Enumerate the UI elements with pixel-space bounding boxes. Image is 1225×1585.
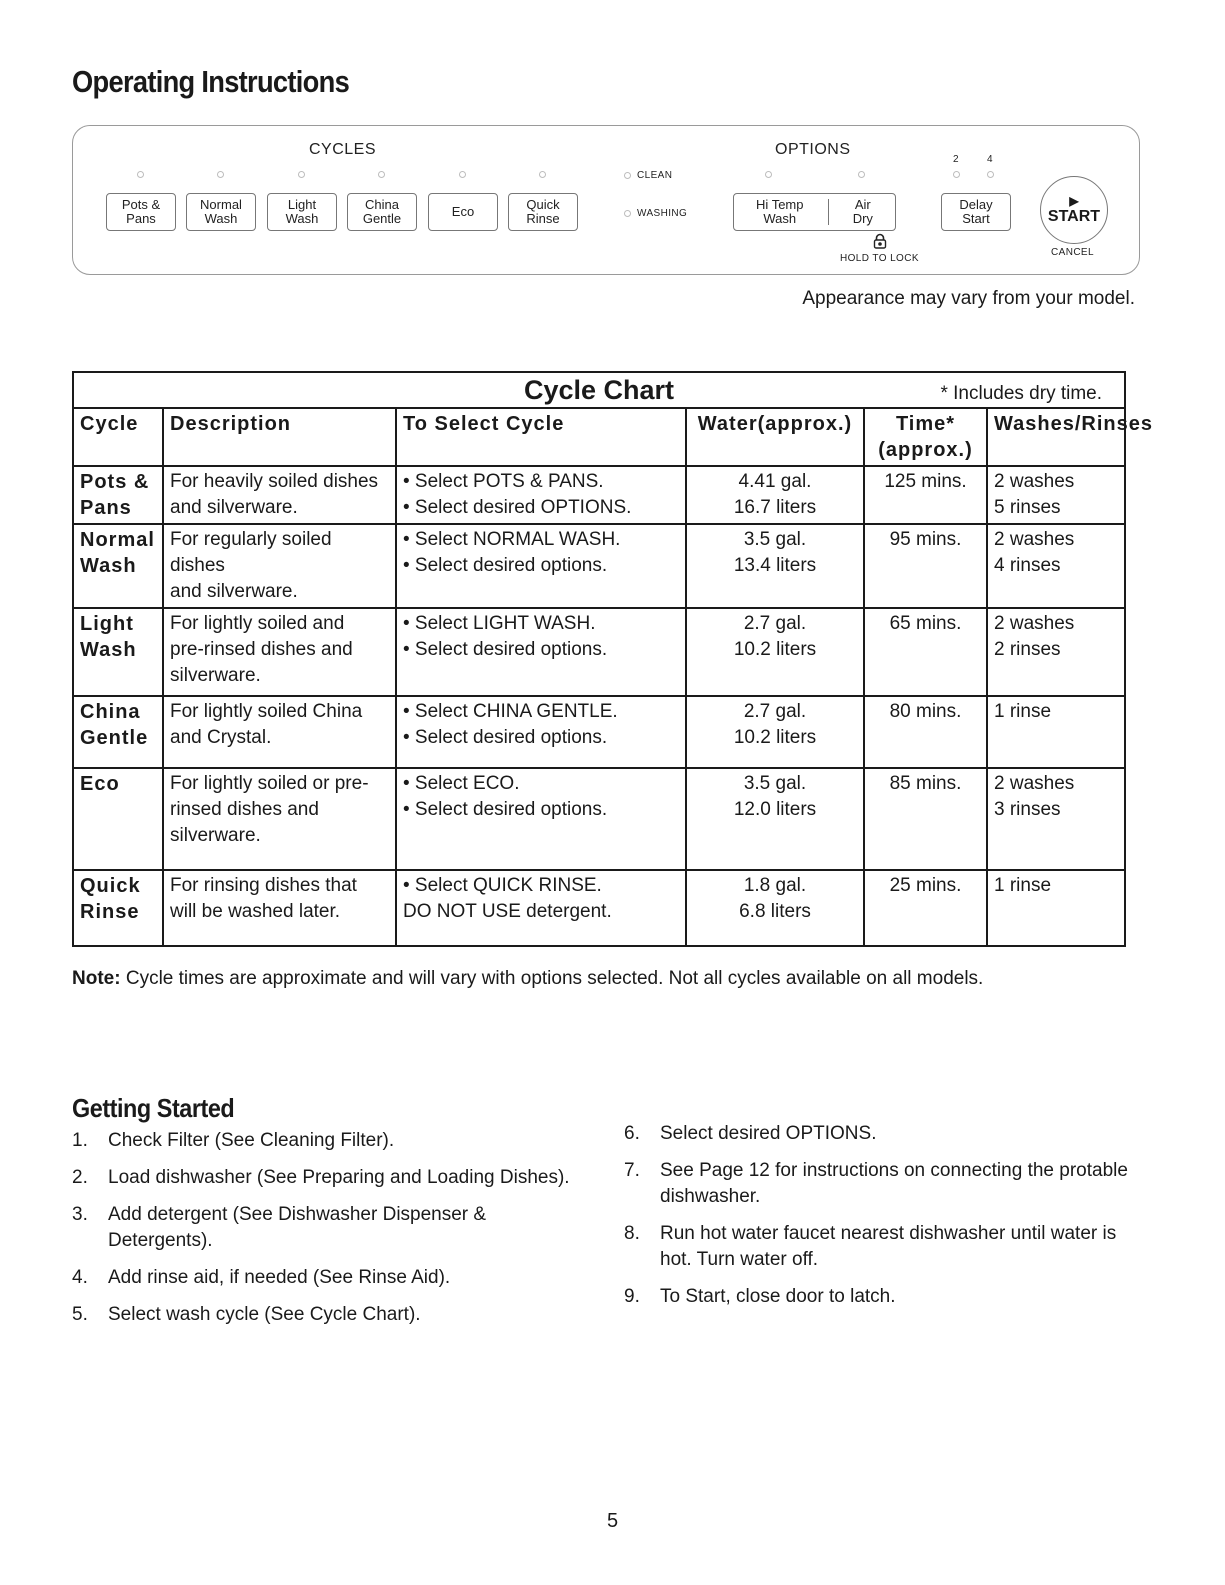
water-cell: 3.5 gal. 13.4 liters [686,524,864,608]
delay-2-hours-label: 2 [953,154,959,165]
header-time: Time*(approx.) [864,408,987,466]
clean-status-label: CLEAN [637,170,673,181]
step-text: Run hot water faucet nearest dishwasher until water is hot. Turn water off. [660,1223,1117,1270]
page-number: 5 [606,1510,619,1532]
cycle-chart-title-cell [73,372,1125,408]
step-item [624,1158,1144,1210]
step-item [72,1265,592,1291]
step-text: Add rinse aid, if needed (See Rinse Aid). [108,1267,451,1288]
description-cell: For heavily soiled dishes and silverware. [163,466,396,524]
table-row [73,768,1125,870]
washes-rinses-cell: 2 washes 3 rinses [987,768,1125,870]
header-cycle: Cycle [73,408,163,466]
table-row [73,696,1125,768]
led-indicator [858,171,865,178]
washes-rinses-cell: 2 washes 5 rinses [987,466,1125,524]
table-row [73,524,1125,608]
time-cell: 85 mins. [864,768,987,870]
led-indicator [378,171,385,178]
step-text: To Start, close door to latch. [660,1286,896,1307]
led-indicator [987,171,994,178]
step-number: 2. [72,1167,88,1188]
description-cell: For rinsing dishes that will be washed later. [163,870,396,946]
pots-pans-button: Pots & Pans [106,193,176,231]
step-item [624,1221,1144,1273]
clean-led [624,172,631,179]
options-button-group [733,193,896,231]
washes-rinses-cell: 2 washes 4 rinses [987,524,1125,608]
step-item [72,1302,592,1328]
control-panel-illustration [72,125,1140,275]
getting-started-heading: Getting Started [72,1093,235,1123]
led-indicator [459,171,466,178]
washing-led [624,210,631,217]
time-cell: 95 mins. [864,524,987,608]
note-text: Cycle times are approximate and will vary with options selected. Not all cycles available on all models. [125,968,984,989]
time-cell: 80 mins. [864,696,987,768]
cycle-name-cell: Quick Rinse [73,870,163,946]
note-label: Note: [72,968,121,989]
led-indicator [298,171,305,178]
cycle-chart-table [72,371,1153,947]
divider [828,199,829,225]
led-indicator [217,171,224,178]
step-text: Add detergent (See Dishwasher Dispenser & Detergents). [108,1204,487,1251]
start-button [1040,176,1108,244]
step-item [72,1165,592,1191]
note [72,968,983,990]
water-cell: 3.5 gal. 12.0 liters [686,768,864,870]
china-gentle-button: China Gentle [347,193,417,231]
water-cell: 2.7 gal. 10.2 liters [686,608,864,696]
cycle-name-cell: China Gentle [73,696,163,768]
step-item [72,1128,592,1154]
select-cycle-cell: • Select POTS & PANS. • Select desired OPTIONS. [396,466,686,524]
cycle-name-cell: Pots & Pans [73,466,163,524]
air-dry-button: Air Dry [852,197,873,226]
cycle-name-cell: Light Wash [73,608,163,696]
eco-button: Eco [428,193,498,231]
light-wash-button: Light Wash [267,193,337,231]
led-indicator [539,171,546,178]
description-cell: For regularly soiled dishes and silverware. [163,524,396,608]
cycle-name-cell: Eco [73,768,163,870]
table-row [73,608,1125,696]
cycle-name-cell: Normal Wash [73,524,163,608]
step-number: 7. [624,1160,640,1181]
step-text: Select desired OPTIONS. [660,1123,877,1144]
led-indicator [137,171,144,178]
appearance-note: Appearance may vary from your model. [802,288,1135,309]
led-indicator [953,171,960,178]
step-text: See Page 12 for instructions on connecting the protable dishwasher. [660,1160,1128,1207]
cycle-chart-rows [73,466,1125,946]
play-icon: ▶ [1069,194,1079,208]
washes-rinses-cell: 1 rinse [987,870,1125,946]
step-number: 3. [72,1204,88,1225]
step-text: Load dishwasher (See Preparing and Loading Dishes). [108,1167,570,1188]
time-cell: 125 mins. [864,466,987,524]
select-cycle-cell: • Select ECO. • Select desired options. [396,768,686,870]
select-cycle-cell: • Select NORMAL WASH. • Select desired options. [396,524,686,608]
hi-temp-wash-button: Hi Temp Wash [756,197,804,226]
led-indicator [765,171,772,178]
hold-to-lock-label: HOLD TO LOCK [840,253,919,264]
start-label: START [1047,208,1101,225]
select-cycle-cell: • Select LIGHT WASH. • Select desired options. [396,608,686,696]
step-text: Check Filter (See Cleaning Filter). [108,1130,395,1151]
water-cell: 2.7 gal. 10.2 liters [686,696,864,768]
water-cell: 1.8 gal. 6.8 liters [686,870,864,946]
dry-time-note: * Includes dry time. [940,383,1103,404]
cancel-label: CANCEL [1051,247,1094,258]
options-label: OPTIONS [775,141,851,158]
cycle-chart-title: Cycle Chart [523,375,675,405]
cycles-label: CYCLES [309,141,377,158]
select-cycle-cell: • Select QUICK RINSE. DO NOT USE detergent. [396,870,686,946]
step-number: 4. [72,1267,88,1288]
getting-started-steps-left [72,1128,592,1339]
step-item [624,1284,1144,1310]
step-number: 1. [72,1130,88,1151]
header-description: Description [163,408,396,466]
step-number: 5. [72,1304,88,1325]
quick-rinse-button: Quick Rinse [508,193,578,231]
step-text: Select wash cycle (See Cycle Chart). [108,1304,421,1325]
time-cell: 65 mins. [864,608,987,696]
header-washes-rinses: Washes/Rinses [987,408,1125,466]
step-number: 9. [624,1286,640,1307]
step-number: 6. [624,1123,640,1144]
delay-4-hours-label: 4 [987,154,993,165]
description-cell: For lightly soiled and pre-rinsed dishes and silverware. [163,608,396,696]
washing-status-label: WASHING [637,208,688,219]
normal-wash-button: Normal Wash [186,193,256,231]
step-item [72,1202,592,1254]
page-title: Operating Instructions [72,64,350,99]
water-cell: 4.41 gal. 16.7 liters [686,466,864,524]
header-to-select-cycle: To Select Cycle [396,408,686,466]
step-item [624,1121,1144,1147]
description-cell: For lightly soiled China and Crystal. [163,696,396,768]
lock-icon [873,233,887,249]
select-cycle-cell: • Select CHINA GENTLE. • Select desired options. [396,696,686,768]
step-number: 8. [624,1223,640,1244]
getting-started-steps-right [624,1121,1144,1321]
washes-rinses-cell: 2 washes 2 rinses [987,608,1125,696]
header-water: Water(approx.) [686,408,864,466]
description-cell: For lightly soiled or pre- rinsed dishes and silverware. [163,768,396,870]
time-cell: 25 mins. [864,870,987,946]
table-row [73,466,1125,524]
washes-rinses-cell: 1 rinse [987,696,1125,768]
delay-start-button: Delay Start [941,193,1011,231]
table-row [73,870,1125,946]
